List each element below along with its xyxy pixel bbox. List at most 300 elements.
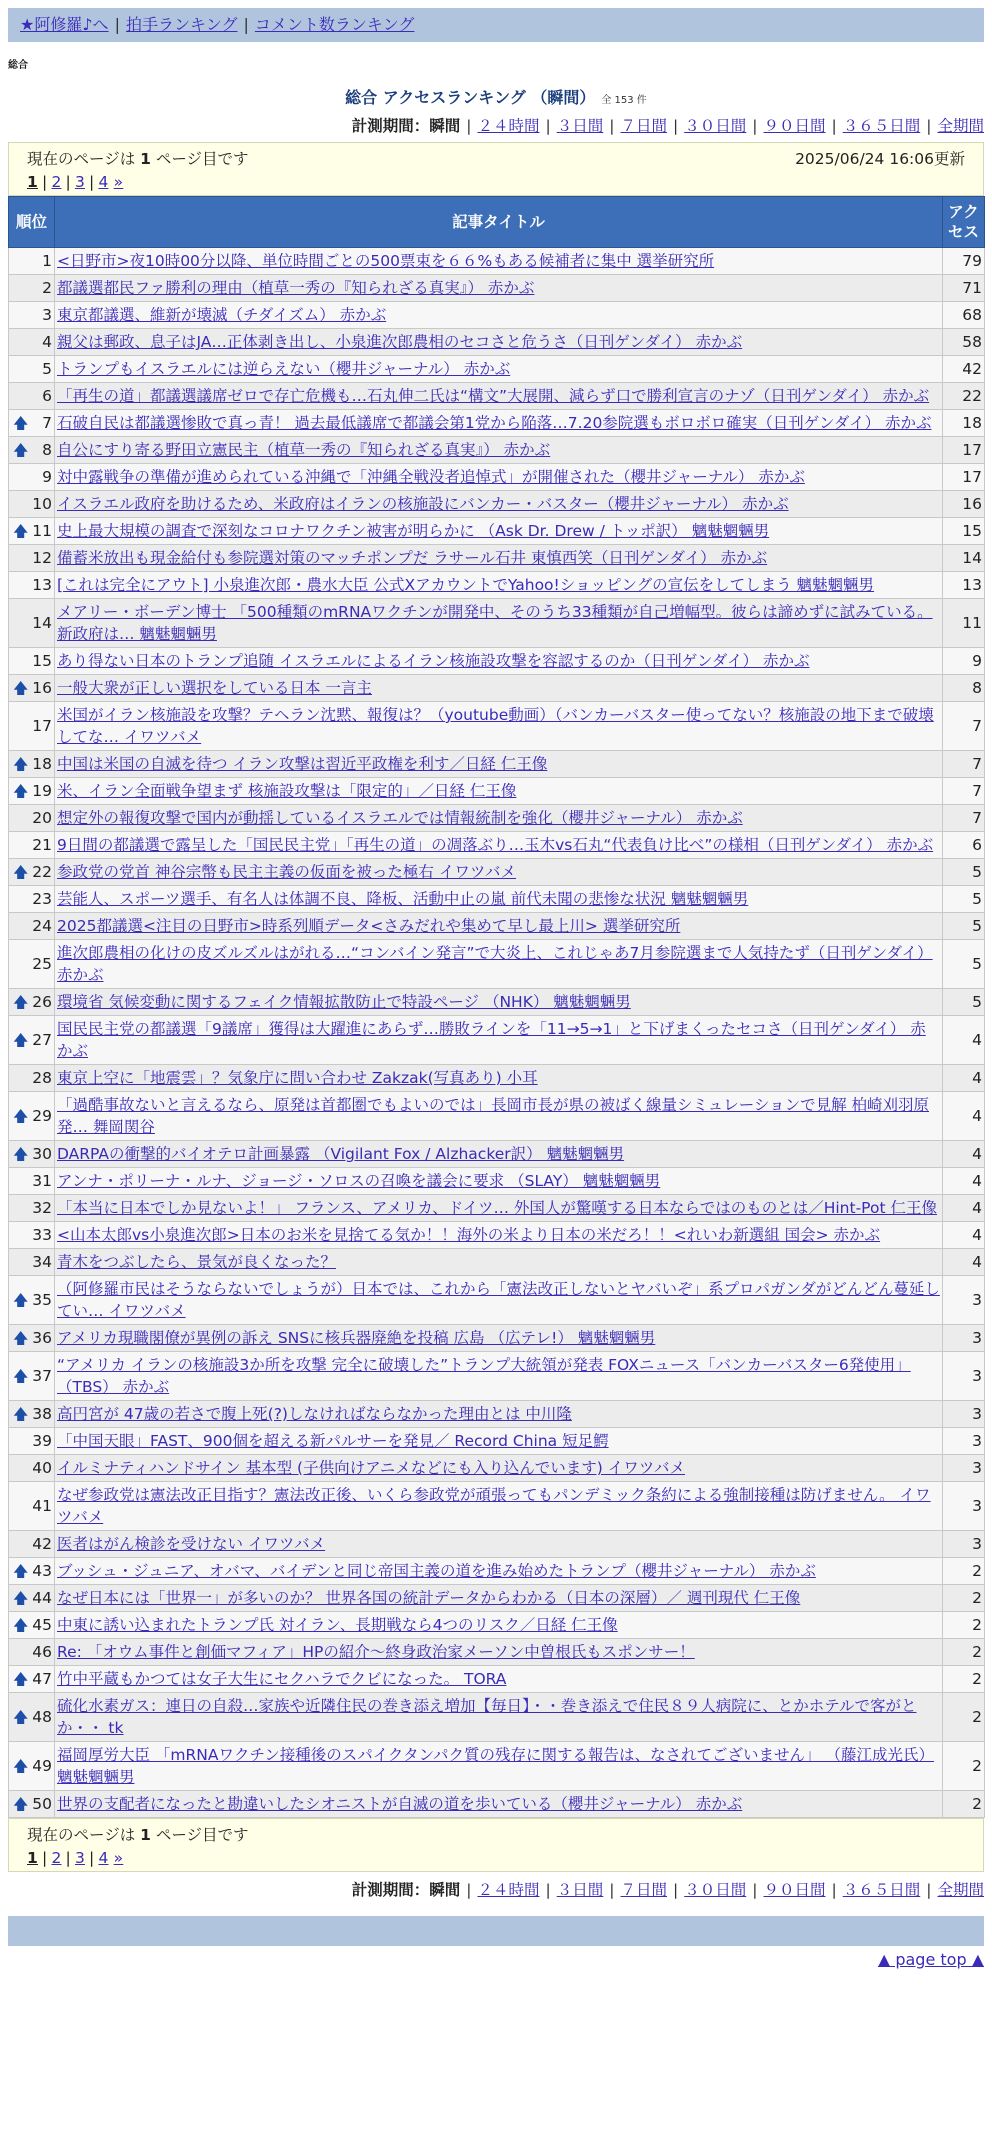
rank-cell — [9, 778, 55, 805]
access-count: 5 — [943, 989, 985, 1016]
title-cell — [55, 913, 943, 940]
title-cell — [55, 1401, 943, 1428]
rank-number: 35 — [32, 1291, 52, 1309]
article-title-link[interactable]: 福岡厚労大臣 「mRNAワクチン接種後のスパイクタンパク質の残存に関する報告は、なされてございません」 （藤江成光氏） 魑魅魍魎男 — [57, 1746, 934, 1786]
period-link[interactable]: ３０日間 — [684, 117, 747, 135]
access-count: 3 — [943, 1276, 985, 1325]
rank-cell — [9, 1249, 55, 1276]
access-count: 16 — [943, 491, 985, 518]
period-link[interactable]: ９０日間 — [763, 1881, 826, 1899]
article-title-link[interactable]: 史上最大規模の調査で深刻なコロナワクチン被害が明らかに （Ask Dr. Drew / トッポ訳） 魑魅魍魎男 — [57, 522, 770, 540]
rank-number: 21 — [32, 836, 52, 854]
rank-cell — [9, 302, 55, 329]
rank-number: 15 — [32, 652, 52, 670]
period-link[interactable]: ７日間 — [620, 117, 667, 135]
table-row — [9, 1401, 985, 1428]
title-cell — [55, 751, 943, 778]
article-title-link[interactable]: 竹中平蔵もかつては女子大生にセクハラでクビになった。 TORA — [57, 1670, 507, 1688]
rank-cell — [9, 1222, 55, 1249]
access-count: 14 — [943, 545, 985, 572]
table-row — [9, 1222, 985, 1249]
table-row — [9, 1195, 985, 1222]
article-title-link[interactable]: イスラエル政府を助けるため、米政府はイランの核施設にバンカー・バスター（櫻井ジャーナル） 赤かぶ — [57, 495, 789, 513]
title-cell — [55, 648, 943, 675]
rank-cell — [9, 356, 55, 383]
title-cell — [55, 491, 943, 518]
access-count: 3 — [943, 1428, 985, 1455]
rank-number: 48 — [32, 1708, 52, 1726]
top-navigation-bar — [8, 8, 984, 42]
access-count: 11 — [943, 599, 985, 648]
rank-number: 45 — [32, 1616, 52, 1634]
rank-cell — [9, 913, 55, 940]
access-count: 3 — [943, 1455, 985, 1482]
rank-cell — [9, 437, 55, 464]
rank-cell — [9, 1791, 55, 1818]
table-row — [9, 410, 985, 437]
rank-cell — [9, 1558, 55, 1585]
access-count: 5 — [943, 886, 985, 913]
rank-number: 7 — [42, 414, 52, 432]
rank-number: 16 — [32, 679, 52, 697]
table-row — [9, 1558, 985, 1585]
article-title-link[interactable]: 対中露戦争の準備が進められている沖縄で「沖縄全戦没者追悼式」が開催された（櫻井ジャーナル） 赤かぶ — [57, 468, 805, 486]
article-title-link[interactable]: 米国がイラン核施設を攻撃？テヘラン沈黙、報復は？（youtube動画）（バンカーバスター使ってない？核施設の地下まで破壊してな… イワツバメ — [57, 706, 934, 746]
article-title-link[interactable]: 「過酷事故ないと言えるなら、原発は首都圏でもよいのでは」長岡市長が県の被ばく線量シミュレーションで見解 柏崎刈羽原発… 舞岡関谷 — [57, 1096, 930, 1136]
rank-number: 40 — [32, 1459, 52, 1477]
rank-up-arrow-icon: 🡅 — [13, 1329, 29, 1347]
table-row — [9, 675, 985, 702]
updated-timestamp: 2025/06/24 16:06更新 — [795, 150, 965, 168]
home-link[interactable]: ★阿修羅♪へ — [20, 15, 109, 34]
article-title-link[interactable]: （阿修羅市民はそうならないでしょうが）日本では、これから「憲法改正しないとヤバいぞ」系プロパガンダがどんどん蔓延してい… イワツバメ — [57, 1280, 940, 1320]
rank-cell — [9, 1352, 55, 1401]
article-title-link[interactable]: メアリー・ボーデン博士 「500種類のmRNAワクチンが開発中、そのうち33種類が自己増幅型。彼らは諦めずに試みている。新政府は… 魑魅魍魎男 — [57, 603, 933, 643]
rank-number: 37 — [32, 1367, 52, 1385]
comment-ranking-link[interactable]: コメント数ランキング — [254, 15, 415, 34]
rank-up-arrow-icon: 🡅 — [13, 863, 29, 881]
access-count: 58 — [943, 329, 985, 356]
article-title-link[interactable]: ブッシュ・ジュニア、オバマ、バイデンと同じ帝国主義の道を進み始めたトランプ（櫻井ジャーナル） 赤かぶ — [57, 1562, 816, 1580]
access-count: 3 — [943, 1401, 985, 1428]
title-cell — [55, 545, 943, 572]
pagination-separator: | — [42, 173, 48, 191]
title-cell — [55, 518, 943, 545]
title-cell — [55, 599, 943, 648]
table-row — [9, 1612, 985, 1639]
period-selector-top — [0, 114, 984, 136]
applause-ranking-link[interactable]: 拍手ランキング — [125, 15, 238, 34]
rank-cell — [9, 805, 55, 832]
rank-number: 13 — [32, 576, 52, 594]
period-link[interactable]: ９０日間 — [763, 117, 826, 135]
rank-number: 22 — [32, 863, 52, 881]
pagination-link[interactable]: 3 — [74, 1849, 85, 1867]
article-title-link[interactable]: 備蓄米放出も現金給付も参院選対策のマッチポンプだ ラサール石井 東慎西笑（日刊ゲンダイ） 赤かぶ — [57, 549, 768, 567]
rank-cell — [9, 1016, 55, 1065]
access-count: 5 — [943, 940, 985, 989]
period-link[interactable]: ７日間 — [620, 1881, 667, 1899]
ranking-title: 総合 アクセスランキング （瞬間） — [345, 88, 596, 107]
title-cell — [55, 275, 943, 302]
title-cell — [55, 572, 943, 599]
article-title-link[interactable]: 医者はがん検診を受けない イワツバメ — [57, 1535, 326, 1553]
pagination-link[interactable]: 2 — [51, 173, 62, 191]
rank-number: 33 — [32, 1226, 52, 1244]
period-separator: | — [926, 1881, 932, 1899]
rank-number: 4 — [42, 333, 52, 351]
access-count: 7 — [943, 805, 985, 832]
table-row — [9, 545, 985, 572]
title-cell — [55, 1276, 943, 1325]
title-cell — [55, 940, 943, 989]
rank-cell — [9, 1531, 55, 1558]
pagination-separator: | — [89, 173, 95, 191]
rank-cell — [9, 648, 55, 675]
title-cell — [55, 1092, 943, 1141]
access-count: 71 — [943, 275, 985, 302]
article-title-link[interactable]: 想定外の報復攻撃で国内が動揺しているイスラエルでは情報統制を強化（櫻井ジャーナル） 赤かぶ — [57, 809, 743, 827]
table-row — [9, 464, 985, 491]
pagination-next[interactable]: » — [113, 1849, 124, 1867]
rank-cell — [9, 832, 55, 859]
rank-cell — [9, 518, 55, 545]
title-cell — [55, 805, 943, 832]
table-row — [9, 518, 985, 545]
current-page-suffix: ページ目です — [150, 1826, 249, 1844]
breadcrumb: 総合 — [8, 60, 28, 71]
rank-cell — [9, 383, 55, 410]
article-title-link[interactable]: 米、イラン全面戦争望まず 核施設攻撃は「限定的」／日経 仁王像 — [57, 782, 517, 800]
table-row — [9, 1276, 985, 1325]
title-cell — [55, 1455, 943, 1482]
title-cell — [55, 1352, 943, 1401]
title-cell — [55, 778, 943, 805]
column-header-access: アクセス — [943, 197, 985, 248]
article-title-link[interactable]: アメリカ現職閣僚が異例の訴え SNSに核兵器廃絶を投稿 広島 （広テレ!） 魑魅魍魎男 — [57, 1329, 656, 1347]
access-count: 4 — [943, 1016, 985, 1065]
total-count: 全 153 件 — [601, 95, 647, 106]
rank-up-arrow-icon: 🡅 — [13, 1405, 29, 1423]
pagination — [27, 1849, 965, 1867]
access-count: 18 — [943, 410, 985, 437]
article-title-link[interactable]: 東京都議選、維新が壊滅（チダイズム） 赤かぶ — [57, 306, 387, 324]
rank-cell — [9, 940, 55, 989]
period-separator: | — [609, 117, 615, 135]
page-title — [0, 85, 992, 108]
table-row — [9, 1168, 985, 1195]
current-page-prefix: 現在のページは — [27, 150, 141, 168]
rank-number: 25 — [32, 955, 52, 973]
rank-cell — [9, 545, 55, 572]
table-row — [9, 572, 985, 599]
column-header-rank: 順位 — [9, 197, 55, 248]
article-title-link[interactable]: 環境省 気候変動に関するフェイク情報拡散防止で特設ページ （NHK） 魑魅魍魎男 — [57, 993, 631, 1011]
rank-number: 11 — [32, 522, 52, 540]
period-link[interactable]: ３６５日間 — [842, 117, 921, 135]
rank-cell — [9, 1065, 55, 1092]
period-link[interactable]: ２４時間 — [477, 117, 540, 135]
article-title-link[interactable]: 高円宮が 47歳の若さで腹上死(?)しなければならなかった理由とは 中川隆 — [57, 1405, 572, 1423]
table-row — [9, 302, 985, 329]
period-link[interactable]: ２４時間 — [477, 1881, 540, 1899]
page-top-link[interactable]: ▲ page top ▲ — [877, 1950, 984, 1969]
access-count: 2 — [943, 1666, 985, 1693]
pagination-separator: | — [42, 1849, 48, 1867]
article-title-link[interactable]: 進次郎農相の化けの皮ズルズルはがれる…“コンバイン発言”で大炎上、これじゃあ7月参院選まで人気持たず（日刊ゲンダイ） 赤かぶ — [57, 944, 933, 984]
access-count: 2 — [943, 1791, 985, 1818]
pagination-separator: | — [65, 173, 71, 191]
period-separator: | — [831, 117, 837, 135]
table-row — [9, 805, 985, 832]
rank-cell — [9, 464, 55, 491]
current-page-suffix: ページ目です — [150, 150, 249, 168]
article-title-link[interactable]: “アメリカ イランの核施設3か所を攻撃 完全に破壊した”トランプ大統領が発表 FOXニュース「バンカーバスター6発使用」（TBS） 赤かぶ — [57, 1356, 911, 1396]
access-count: 2 — [943, 1693, 985, 1742]
table-row — [9, 437, 985, 464]
article-title-link[interactable]: イルミナティハンドサイン 基本型 (子供向けアニメなどにも入り込んでいます) イワツバメ — [57, 1459, 685, 1477]
rank-cell — [9, 702, 55, 751]
period-link[interactable]: 全期間 — [937, 1881, 984, 1899]
rank-cell — [9, 1693, 55, 1742]
article-title-link[interactable]: 「中国天眼」FAST、900個を超える新パルサーを発見／ Record China 短足鰐 — [57, 1432, 609, 1450]
article-title-link[interactable]: DARPAの衝撃的バイオテロ計画暴露 （Vigilant Fox / Alzhacker訳） 魑魅魍魎男 — [57, 1145, 625, 1163]
rank-up-arrow-icon: 🡅 — [13, 1616, 29, 1634]
article-title-link[interactable]: 親父は郵政、息子はJA…正体剥き出し、小泉進次郎農相のセコさと危うさ（日刊ゲンダイ） 赤かぶ — [57, 333, 743, 351]
rank-number: 32 — [32, 1199, 52, 1217]
table-row — [9, 1065, 985, 1092]
article-title-link[interactable]: トランプもイスラエルには逆らえない（櫻井ジャーナル） 赤かぶ — [57, 360, 511, 378]
rank-up-arrow-icon: 🡅 — [13, 1107, 29, 1125]
pagination-current: 1 — [27, 173, 38, 191]
rank-up-arrow-icon: 🡅 — [13, 679, 29, 697]
title-cell — [55, 302, 943, 329]
table-row — [9, 1585, 985, 1612]
article-title-link[interactable]: 2025都議選<注目の日野市>時系列順データ<さみだれや集めて早し最上川> 選挙研究所 — [57, 917, 681, 935]
article-title-link[interactable]: 中東に誘い込まれたトランプ氏 対イラン、長期戦なら4つのリスク／日経 仁王像 — [57, 1616, 618, 1634]
access-count: 7 — [943, 751, 985, 778]
article-title-link[interactable]: 東京上空に「地震雲」？気象庁に問い合わせ Zakzak(写真あり) 小耳 — [57, 1069, 538, 1087]
access-count: 2 — [943, 1639, 985, 1666]
article-title-link[interactable]: なぜ参政党は憲法改正目指す？憲法改正後、いくら参政党が頑張ってもパンデミック条約による強制接種は防げません。 イワツバメ — [57, 1486, 931, 1526]
table-row — [9, 1742, 985, 1791]
rank-number: 1 — [42, 252, 52, 270]
article-title-link[interactable]: <山本太郎vs小泉進次郎>日本のお米を見捨てる気か！！海外の米より日本の米だろ！！<れいわ新選組 国会> 赤かぶ — [57, 1226, 881, 1244]
access-count: 2 — [943, 1612, 985, 1639]
period-link[interactable]: ３日間 — [556, 1881, 604, 1899]
rank-number: 14 — [32, 614, 52, 632]
article-title-link[interactable]: 芸能人、スポーツ選手、有名人は体調不良、降板、活動中止の嵐 前代未聞の悲惨な状況 魑魅魍魎男 — [57, 890, 749, 908]
article-title-link[interactable]: 「再生の道」都議選議席ゼロで存亡危機も…石丸伸二氏は“構文”大展開、減らず口で勝利宣言のナゾ（日刊ゲンダイ） 赤かぶ — [57, 387, 930, 405]
page-info-bottom — [8, 1818, 984, 1872]
article-title-link[interactable]: 自公にすり寄る野田立憲民主（植草一秀の『知られざる真実』） 赤かぶ — [57, 441, 551, 459]
access-count: 15 — [943, 518, 985, 545]
rank-number: 2 — [42, 279, 52, 297]
access-count: 3 — [943, 1352, 985, 1401]
table-row — [9, 1092, 985, 1141]
article-title-link[interactable]: 一般大衆が正しい選択をしている日本 一言主 — [57, 679, 372, 697]
access-count: 3 — [943, 1531, 985, 1558]
rank-number: 44 — [32, 1589, 52, 1607]
table-row — [9, 1482, 985, 1531]
rank-cell — [9, 859, 55, 886]
access-count: 5 — [943, 913, 985, 940]
title-cell — [55, 886, 943, 913]
table-row — [9, 886, 985, 913]
article-title-link[interactable]: [これは完全にアウト] 小泉進次郎・農水大臣 公式XアカウントでYahoo!ショッピングの宣伝をしてしまう 魑魅魍魎男 — [57, 576, 875, 594]
article-title-link[interactable]: 石破自民は都議選惨敗で真っ青！ 過去最低議席で都議会第1党から陥落…7.20参院選もボロボロ確実（日刊ゲンダイ） 赤かぶ — [57, 414, 932, 432]
access-count: 2 — [943, 1742, 985, 1791]
period-separator: | — [673, 1881, 679, 1899]
current-page-prefix: 現在のページは — [27, 1826, 141, 1844]
title-cell — [55, 383, 943, 410]
rank-up-arrow-icon: 🡅 — [13, 1145, 29, 1163]
table-row — [9, 1141, 985, 1168]
table-row — [9, 1693, 985, 1742]
title-cell — [55, 1666, 943, 1693]
period-link[interactable]: 全期間 — [937, 117, 984, 135]
article-title-link[interactable]: 中国は米国の自滅を待つ イラン攻撃は習近平政権を利す／日経 仁王像 — [57, 755, 548, 773]
access-count: 2 — [943, 1585, 985, 1612]
period-separator: | — [752, 117, 758, 135]
rank-cell — [9, 989, 55, 1016]
access-count: 2 — [943, 1558, 985, 1585]
access-count: 3 — [943, 1325, 985, 1352]
rank-number: 26 — [32, 993, 52, 1011]
title-cell — [55, 248, 943, 275]
rank-number: 36 — [32, 1329, 52, 1347]
article-title-link[interactable]: 都議選都民ファ勝利の理由（植草一秀の『知られざる真実』） 赤かぶ — [57, 279, 535, 297]
period-separator: | — [831, 1881, 837, 1899]
pagination-link[interactable]: 3 — [74, 173, 85, 191]
rank-number: 19 — [32, 782, 52, 800]
rank-up-arrow-icon: 🡅 — [13, 1589, 29, 1607]
title-cell — [55, 410, 943, 437]
rank-number: 31 — [32, 1172, 52, 1190]
rank-up-arrow-icon: 🡅 — [13, 1367, 29, 1385]
rank-up-arrow-icon: 🡅 — [13, 755, 29, 773]
table-row — [9, 989, 985, 1016]
page-status-row — [27, 1823, 965, 1845]
pagination-separator: | — [89, 1849, 95, 1867]
pagination-next[interactable]: » — [113, 173, 124, 191]
rank-number: 18 — [32, 755, 52, 773]
access-count: 4 — [943, 1065, 985, 1092]
rank-number: 50 — [32, 1795, 52, 1813]
access-count: 17 — [943, 437, 985, 464]
period-separator: | — [673, 117, 679, 135]
table-row — [9, 1249, 985, 1276]
table-row — [9, 913, 985, 940]
rank-cell — [9, 329, 55, 356]
period-selector-bottom — [0, 1878, 984, 1900]
rank-number: 3 — [42, 306, 52, 324]
article-title-link[interactable]: 9日間の都議選で露呈した「国民民主党」「再生の道」の凋落ぶり…玉木vs石丸“代表負け比べ”の様相（日刊ゲンダイ） 赤かぶ — [57, 836, 934, 854]
title-cell — [55, 1531, 943, 1558]
article-title-link[interactable]: あり得ない日本のトランプ追随 イスラエルによるイラン核施設攻撃を容認するのか（日刊ゲンダイ） 赤かぶ — [57, 652, 810, 670]
rank-number: 6 — [42, 387, 52, 405]
title-cell — [55, 1325, 943, 1352]
rank-cell — [9, 248, 55, 275]
rank-cell — [9, 1141, 55, 1168]
page-info-top — [8, 142, 984, 196]
rank-cell — [9, 1276, 55, 1325]
pagination-link[interactable]: 4 — [98, 173, 109, 191]
table-row — [9, 1428, 985, 1455]
pagination-link[interactable]: 4 — [98, 1849, 109, 1867]
article-title-link[interactable]: 青木をつぶしたら、景気が良くなった？ — [57, 1253, 337, 1271]
table-row — [9, 1791, 985, 1818]
access-count: 17 — [943, 464, 985, 491]
access-count: 4 — [943, 1092, 985, 1141]
period-current: 瞬間 — [429, 1881, 461, 1899]
article-title-link[interactable]: Re: 「オウム事件と創価マフィア」HPの紹介〜終身政治家メーソン中曽根氏もスポンサー！ — [57, 1643, 695, 1661]
title-cell — [55, 1558, 943, 1585]
title-cell — [55, 702, 943, 751]
rank-up-arrow-icon: 🡅 — [13, 1031, 29, 1049]
rank-up-arrow-icon: 🡅 — [13, 1757, 29, 1775]
rank-cell — [9, 1195, 55, 1222]
rank-up-arrow-icon: 🡅 — [13, 1708, 29, 1726]
current-page-text — [27, 1823, 249, 1845]
period-separator: | — [545, 1881, 551, 1899]
period-link[interactable]: ３６５日間 — [842, 1881, 921, 1899]
access-count: 4 — [943, 1249, 985, 1276]
pagination-link[interactable]: 2 — [51, 1849, 62, 1867]
article-title-link[interactable]: 硫化水素ガス：連日の自殺…家族や近隣住民の巻き添え増加【毎日】・・巻き添えで住民８９人病院に、とかホテルで客がとか・・ tk — [57, 1697, 917, 1737]
rank-up-arrow-icon: 🡅 — [13, 414, 29, 432]
table-row — [9, 1639, 985, 1666]
table-row — [9, 940, 985, 989]
rank-number: 43 — [32, 1562, 52, 1580]
table-row — [9, 648, 985, 675]
article-title-link[interactable]: 「本当に日本でしか見ないよ！」 フランス、アメリカ、ドイツ… 外国人が驚嘆する日本ならではのものとは／Hint-Pot 仁王像 — [57, 1199, 937, 1217]
title-cell — [55, 1222, 943, 1249]
period-current: 瞬間 — [429, 117, 461, 135]
rank-up-arrow-icon: 🡅 — [13, 1670, 29, 1688]
title-cell — [55, 1742, 943, 1791]
pagination-separator: | — [65, 1849, 71, 1867]
title-cell — [55, 437, 943, 464]
rank-cell — [9, 572, 55, 599]
access-count: 4 — [943, 1222, 985, 1249]
title-cell — [55, 1016, 943, 1065]
access-count: 4 — [943, 1168, 985, 1195]
access-count: 7 — [943, 778, 985, 805]
period-link[interactable]: ３０日間 — [684, 1881, 747, 1899]
article-title-link[interactable]: アンナ・ポリーナ・ルナ、ジョージ・ソロスの召喚を議会に要求 （SLAY） 魑魅魍魎男 — [57, 1172, 661, 1190]
rank-number: 8 — [42, 441, 52, 459]
article-title-link[interactable]: 参政党の党首 神谷宗幣も民主主義の仮面を被った極右 イワツバメ — [57, 863, 517, 881]
title-cell — [55, 832, 943, 859]
table-row — [9, 859, 985, 886]
article-title-link[interactable]: 国民民主党の都議選「9議席」獲得は大躍進にあらず…勝敗ラインを「11→5→1」と下げまくったセコさ（日刊ゲンダイ） 赤かぶ — [57, 1020, 926, 1060]
rank-cell — [9, 410, 55, 437]
table-row — [9, 702, 985, 751]
title-cell — [55, 1141, 943, 1168]
ranking-table — [8, 196, 985, 1818]
access-count: 4 — [943, 1141, 985, 1168]
article-title-link[interactable]: <日野市>夜10時00分以降、単位時間ごとの500票束を６６%もある候補者に集中 選挙研究所 — [57, 252, 715, 270]
article-title-link[interactable]: なぜ日本には「世界一」が多いのか？ 世界各国の統計データからわかる（日本の深層）／ 週刊現代 仁王像 — [57, 1589, 801, 1607]
title-cell — [55, 859, 943, 886]
rank-number: 46 — [32, 1643, 52, 1661]
table-row — [9, 1352, 985, 1401]
current-page-text — [27, 147, 249, 169]
article-title-link[interactable]: 世界の支配者になったと勘違いしたシオニストが自滅の道を歩いている（櫻井ジャーナル） 赤かぶ — [57, 1795, 743, 1813]
period-link[interactable]: ３日間 — [556, 117, 604, 135]
rank-number: 41 — [32, 1497, 52, 1515]
